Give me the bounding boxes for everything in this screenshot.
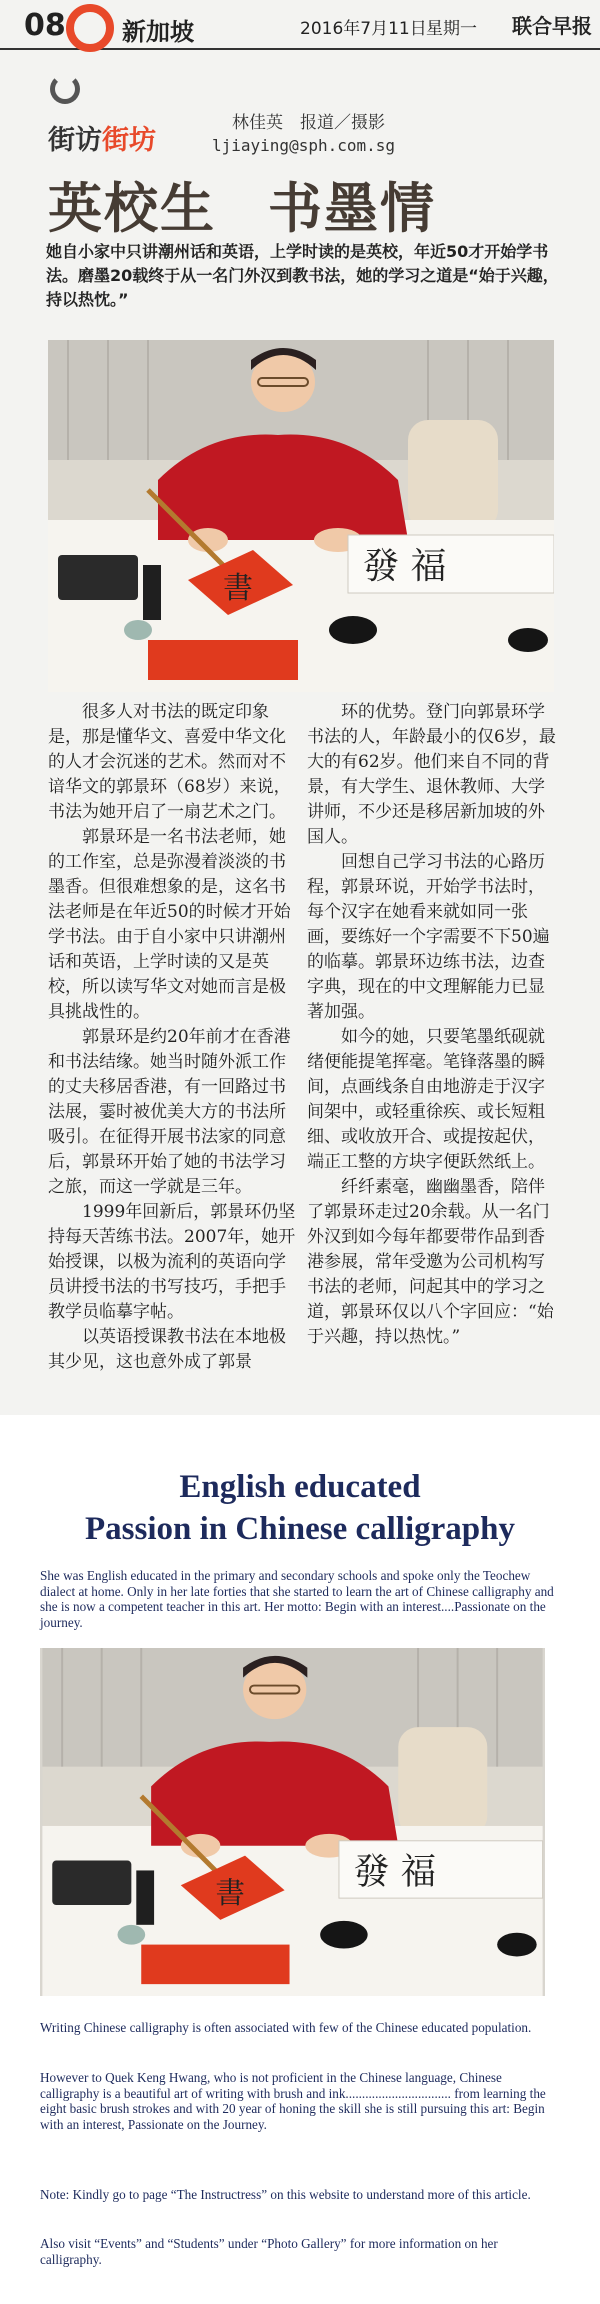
calligrapher-illustration [48,340,554,692]
article-column-right [307,700,559,1350]
page-number: 08 [24,8,66,43]
byline: 林佳英 报道／摄影 [232,113,385,133]
body-paragraph: 1999年回新后，郭景环仍坚持每天苦练书法。2007年，她开始授课，以极为流利的英语向学员讲授书法的书写技巧，手把手教学员临摹字帖。 [48,1202,296,1322]
headline-part2: 书墨情 [268,177,436,240]
column-title-part1: 街访 [48,125,102,156]
calligrapher-illustration-repeat [40,1648,545,1996]
red-circle-logo [66,4,114,52]
english-lede: She was English educated in the primary and secondary schools and spoke only the Teochew dialect at home. Only in her late forties that she started to learn the art of Chinese calligraphy and she is now a competent teacher in this art. Her motto: Begin with an interest....Passionate on the journey. [40,1568,554,1630]
english-paragraph-2: However to Quek Keng Hwang, who is not proficient in the Chinese language, Chinese calligraphy is a beautiful art of writing with brush and ink................................ from learning the eight basic brush strokes and with 20 year of honing the skill she is still pursuing this art: Begin with an interest, Passionate on the Journey. [40,2070,546,2132]
scroll-text-repeat: 發 福 [353,1851,437,1893]
column-arc-icon [50,74,80,104]
masthead [0,0,600,50]
scroll-text: 發 福 [363,546,447,587]
column-title-part2: 街坊 [102,125,156,156]
headline-part1: 英校生 [48,177,216,240]
english-title-line1: English educated [179,1469,421,1505]
column-title [48,118,156,157]
body-paragraph: 如今的她，只要笔墨纸砚就绪便能提笔挥毫。笔锋落墨的瞬间，点画线条自由地游走于汉字间架中，或轻重徐疾、或长短粗细、或收放开合、或提按起伏，端正工整的方块字便跃然纸上。 [307,1027,545,1172]
section-name: 新加坡 [122,18,194,46]
issue-date: 2016年7月11日 [300,19,427,39]
body-paragraph: 郭景环是一名书法老师，她的工作室，总是弥漫着淡淡的书墨香。但很难想象的是，这名书法老师是在年近50的时候才开始学书法。由于自小家中只讲潮州话和英语，上学时读的又是英校，所以读写华文对她而言是极具挑战性的。 [48,827,291,1022]
article-lede: 她自小家中只讲潮州话和英语，上学时读的是英校，年近50才开始学书法。磨墨20载终于从一名门外汉到教书法，她的学习之道是“始于兴趣，持以热忱。” [46,242,559,309]
body-paragraph: 环的优势。登门向郭景环学书法的人，年龄最小的仅6岁，最大的有62岁。他们来自不同的背景，有大学生、退休教师、大学讲师，不少还是移居新加坡的外国人。 [307,702,556,847]
svg-text:書: 書 [223,571,253,606]
article-column-left [48,700,300,1375]
reporter-email: ljiaying@sph.com.sg [212,136,396,155]
newspaper-name: 联合早报 [512,14,592,38]
body-paragraph: 纤纤素毫，幽幽墨香，陪伴了郭景环走过20余载。从一名门外汉到如今每年都要带作品到香港参展，常年受邀为公司机构写书法的老师，问起其中的学习之道，郭景环仅以八个字回应：“始于兴趣，持以热忱。” [307,1177,554,1347]
english-also-visit: Also visit “Events” and “Students” under “Photo Gallery” for more information on her calligraphy. [40,2236,498,2267]
article-photo-repeat [40,1648,545,1996]
body-paragraph: 郭景环是约20年前才在香港和书法结缘。她当时随外派工作的丈夫移居香港，有一回路过书法展，霎时被优美大方的书法所吸引。在征得开展书法家的同意后，郭景环开始了她的书法学习之旅，而这一学就是三年。 [48,1027,291,1197]
english-note: Note: Kindly go to page “The Instructress” on this website to understand more of this article. [40,2187,531,2202]
svg-text:書: 書 [215,1875,246,1911]
english-title-line2: Passion in Chinese calligraphy [85,1511,515,1547]
body-paragraph: 很多人对书法的既定印象是，那是懂华文、喜爱中华文化的人才会沉迷的艺术。然而对不谙华文的郭景环（68岁）来说，书法为她开启了一扇艺术之门。 [48,702,291,822]
issue-weekday: 星期一 [426,19,477,39]
body-paragraph: 以英语授课教书法在本地极其少见，这也意外成了郭景 [48,1327,286,1372]
headline [48,166,588,243]
body-paragraph: 回想自己学习书法的心路历程，郭景环说，开始学书法时，每个汉字在她看来就如同一张画，要练好一个字需要不下50遍的临摹。郭景环边练书法，边查字典，现在的中文理解能力已显著加强。 [307,852,550,1022]
english-paragraph-1: Writing Chinese calligraphy is often associated with few of the Chinese educated population. [40,2020,532,2035]
english-title [0,1466,600,1550]
article-photo [48,340,554,692]
